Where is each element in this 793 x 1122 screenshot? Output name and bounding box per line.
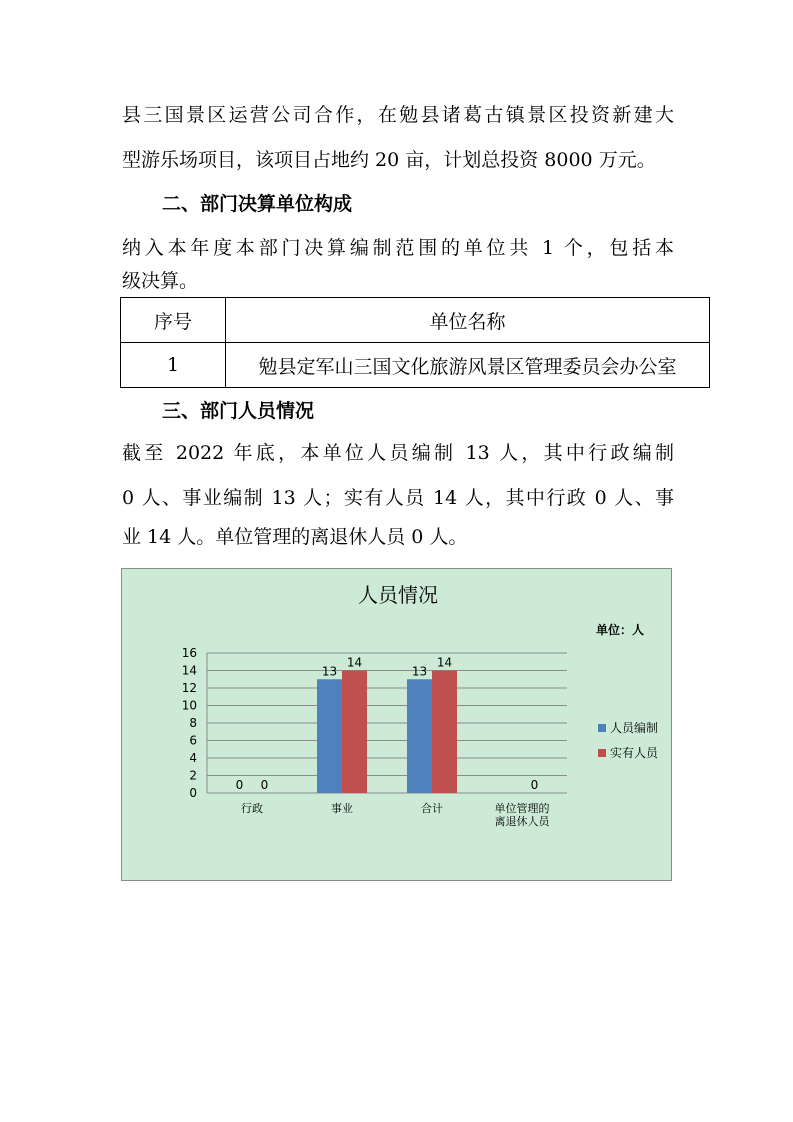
staff-chart [121,568,672,881]
section2-line-1: 纳入本年度本部门决算编制范围的单位共 1 个，包括本 [122,237,674,259]
data-label: 13 [321,664,338,679]
y-tick-label: 4 [189,751,197,765]
table-header-seq: 序号 [121,298,226,343]
y-tick-label: 0 [189,786,197,800]
bar [432,671,457,794]
bar [407,679,432,793]
intro-line-2: 型游乐场项目，该项目占地约 20 亩，计划总投资 8000 万元。 [122,149,656,171]
section-heading-staff: 三、部门人员情况 [162,400,315,422]
x-tick-label: 行政 [241,802,263,815]
x-tick-label: 离退休人员 [494,815,550,828]
table-row [121,343,710,388]
data-label: 14 [346,655,363,670]
y-tick-label: 10 [181,698,197,713]
y-tick-label: 14 [181,663,197,678]
section3-line-3: 业 14 人。单位管理的离退休人员 0 人。 [122,526,468,548]
staff-chart-svg [122,569,673,882]
x-tick-label: 合计 [421,802,443,815]
legend-label: 人员编制 [610,721,659,735]
bar [317,679,342,793]
y-tick-label: 12 [181,681,197,695]
y-tick-label: 6 [189,733,197,748]
legend-swatch [598,724,606,732]
legend-label: 实有人员 [610,746,659,760]
data-label: 0 [235,778,244,792]
legend-swatch [598,749,606,757]
chart-unit-label: 单位：人 [595,623,644,637]
y-tick-label: 8 [189,716,197,730]
x-tick-label: 单位管理的 [494,802,550,815]
x-tick-label: 事业 [331,802,353,815]
intro-line-1: 县三国景区运营公司合作，在勉县诸葛古镇景区投资新建大 [122,104,674,126]
section3-line-2: 0 人、事业编制 13 人；实有人员 14 人，其中行政 0 人、事 [122,487,674,509]
units-table [120,297,710,388]
data-label: 0 [530,778,539,792]
data-label: 13 [411,664,428,679]
data-label: 14 [436,655,453,670]
section-heading-units: 二、部门决算单位构成 [162,193,353,215]
bar [342,671,367,794]
data-label: 0 [260,778,269,792]
table-cell-seq: 1 [121,343,226,388]
table-header-row [121,298,710,343]
table-header-name: 单位名称 [226,298,710,343]
y-tick-label: 2 [189,768,197,783]
table-cell-name: 勉县定军山三国文化旅游风景区管理委员会办公室 [226,343,710,388]
chart-title: 人员情况 [358,583,438,607]
y-tick-label: 16 [181,646,197,660]
section2-line-2: 级决算。 [122,270,199,292]
section3-line-1: 截至 2022 年底，本单位人员编制 13 人，其中行政编制 [122,442,674,464]
